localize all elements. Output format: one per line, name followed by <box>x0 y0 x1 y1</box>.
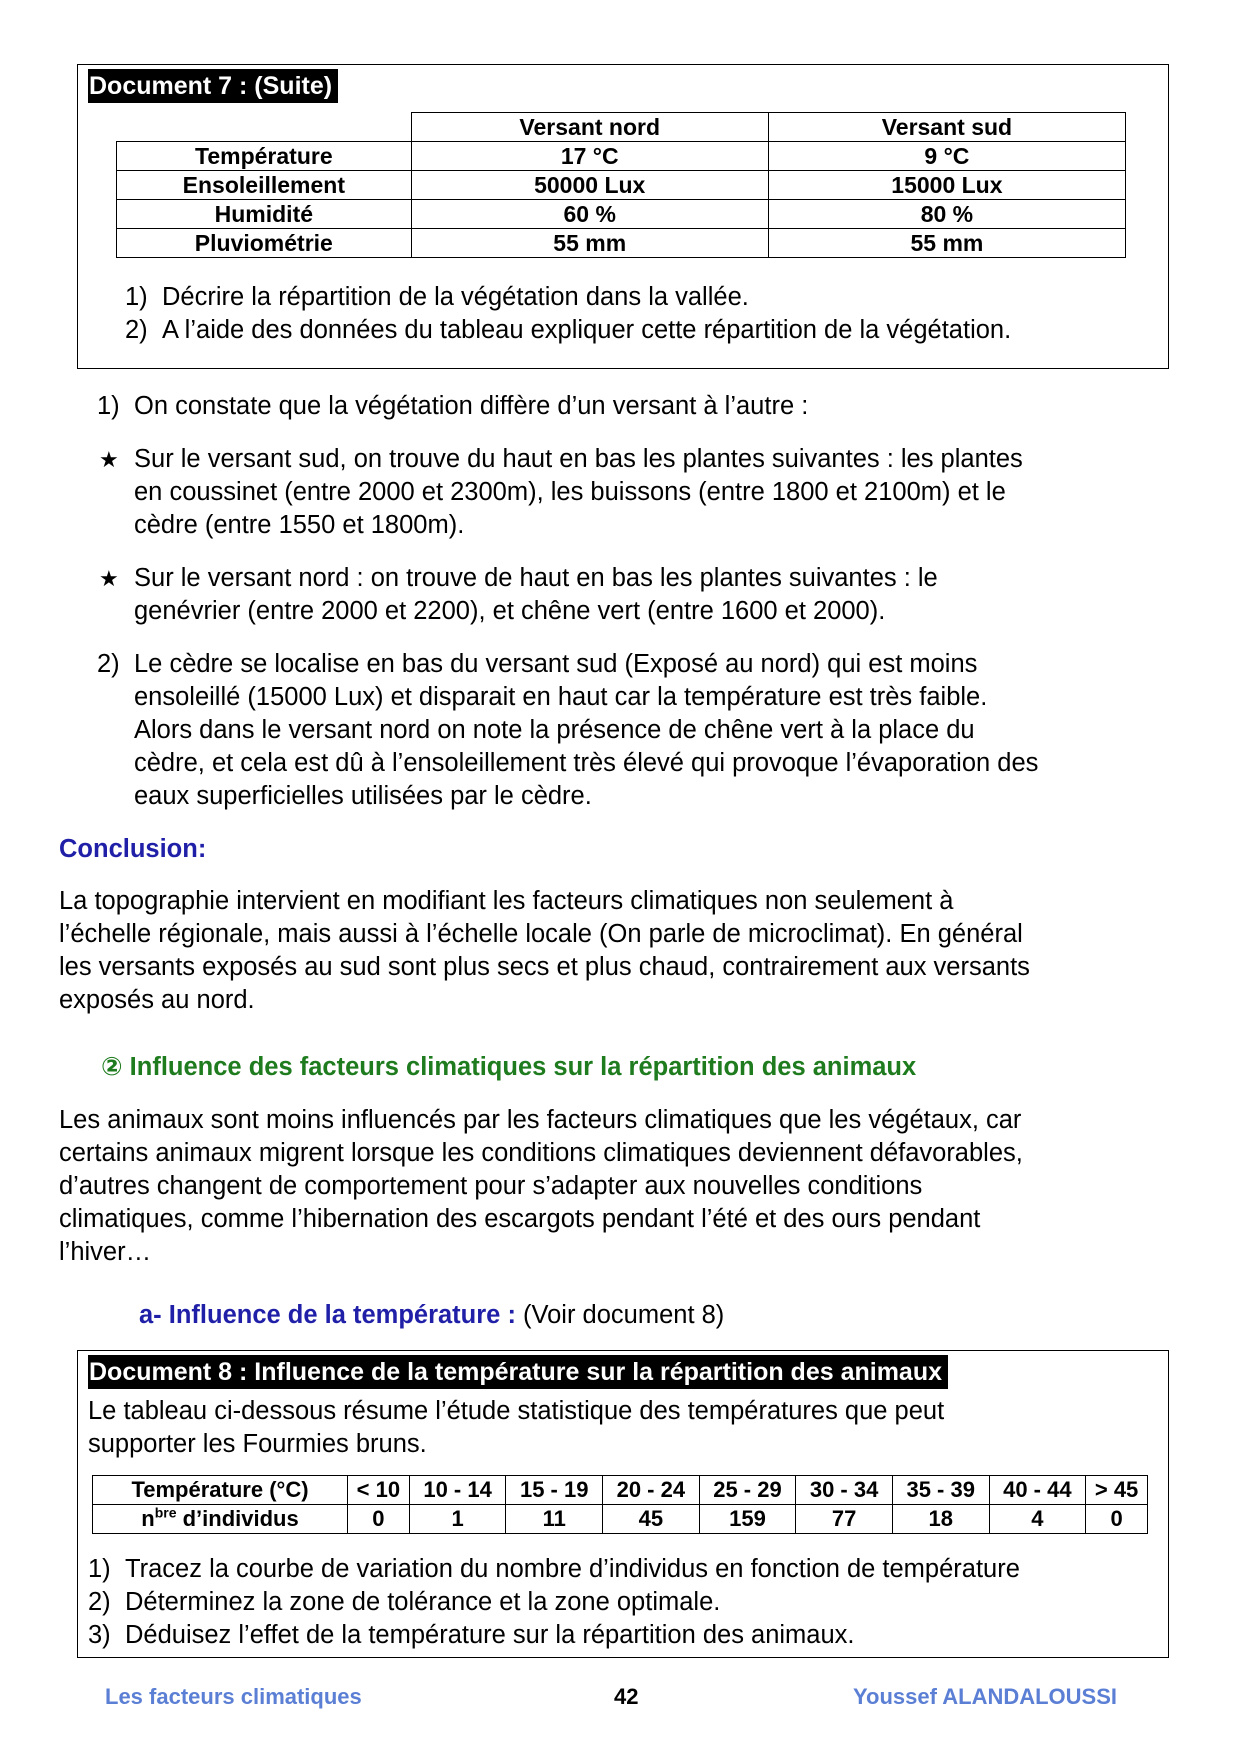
question-number: 2) <box>125 316 148 344</box>
individual-count: 11 <box>506 1505 603 1534</box>
table-row <box>93 1476 1148 1505</box>
row-label: Température <box>117 142 412 171</box>
star-icon: ★ <box>99 447 119 472</box>
table-row <box>117 142 1126 171</box>
answer-line: eaux superficielles utilisées par le cèdre. <box>134 782 592 810</box>
page-number: 42 <box>614 1684 639 1709</box>
row-label: Humidité <box>117 200 412 229</box>
table-row <box>117 200 1126 229</box>
temperature-range: 20 - 24 <box>603 1476 700 1505</box>
table-row <box>117 171 1126 200</box>
individual-count: 0 <box>348 1505 410 1534</box>
conclusion-line: La topographie intervient en modifiant les facteurs climatiques non seulement à <box>59 887 954 915</box>
individual-count: 0 <box>1086 1505 1148 1534</box>
star-icon: ★ <box>99 566 119 591</box>
question-number: 1) <box>125 283 148 311</box>
question-number: 1) <box>88 1555 111 1583</box>
question-text: Tracez la courbe de variation du nombre d’individus en fonction de température <box>125 1555 1020 1583</box>
question-text: Déterminez la zone de tolérance et la zone optimale. <box>125 1588 721 1616</box>
answer-line: cèdre, et cela est dû à l’ensoleillement très élevé qui provoque l’évaporation des <box>134 749 1039 777</box>
answer-text: On constate que la végétation diffère d’un versant à l’autre : <box>134 392 809 420</box>
individual-count: 18 <box>892 1505 989 1534</box>
question-number: 2) <box>88 1588 111 1616</box>
bullet-line: genévrier (entre 2000 et 2200), et chêne vert (entre 1600 et 2000). <box>134 597 886 625</box>
document-7-table <box>116 112 1126 258</box>
conclusion-line: l’échelle régionale, mais aussi à l’échelle locale (On parle de microclimat). En général <box>59 920 1023 948</box>
document-7-title: Document 7 : (Suite) <box>88 69 338 103</box>
table-header-row <box>117 113 1126 142</box>
row-label: Pluviométrie <box>117 229 412 258</box>
document-8-title: Document 8 : Influence de la température sur la répartition des animaux <box>88 1355 948 1389</box>
temperature-range: < 10 <box>348 1476 410 1505</box>
bullet-line: en coussinet (entre 2000 et 2300m), les buissons (entre 1800 et 2100m) et le <box>134 478 1006 506</box>
conclusion-line: exposés au nord. <box>59 986 255 1014</box>
answer-number: 2) <box>97 650 120 678</box>
section-line: Les animaux sont moins influencés par les facteurs climatiques que les végétaux, car <box>59 1106 1022 1134</box>
cell-nord: 50000 Lux <box>411 171 768 200</box>
document-8-table <box>92 1475 1148 1534</box>
individual-count: 1 <box>409 1505 506 1534</box>
section-line: certains animaux migrent lorsque les conditions climatiques deviennent défavorables, <box>59 1139 1023 1167</box>
bullet-line: cèdre (entre 1550 et 1800m). <box>134 511 465 539</box>
question-text: A l’aide des données du tableau expliquer cette répartition de la végétation. <box>162 316 1012 344</box>
subsection-note: (Voir document 8) <box>515 1301 725 1329</box>
section-heading: ② Influence des facteurs climatiques sur la répartition des animaux <box>101 1053 917 1081</box>
question-text: Déduisez l’effet de la température sur la répartition des animaux. <box>125 1621 855 1649</box>
temperature-range: 35 - 39 <box>892 1476 989 1505</box>
section-line: climatiques, comme l’hibernation des escargots pendant l’été et des ours pendant <box>59 1205 981 1233</box>
table-corner <box>117 113 412 142</box>
conclusion-heading: Conclusion: <box>59 835 207 863</box>
conclusion-line: les versants exposés au sud sont plus secs et plus chaud, contrairement aux versants <box>59 953 1030 981</box>
document-8-intro: supporter les Fourmies bruns. <box>88 1430 427 1458</box>
document-8-box <box>77 1350 1169 1658</box>
question-text: Décrire la répartition de la végétation dans la vallée. <box>162 283 749 311</box>
section-line: d’autres changent de comportement pour s’adapter aux nouvelles conditions <box>59 1172 923 1200</box>
table-row <box>117 229 1126 258</box>
row-label: Ensoleillement <box>117 171 412 200</box>
individual-count: 159 <box>699 1505 796 1534</box>
temperature-range: 25 - 29 <box>699 1476 796 1505</box>
cell-sud: 55 mm <box>768 229 1125 258</box>
document-7-box <box>77 64 1169 369</box>
answer-line: ensoleillé (15000 Lux) et disparait en haut car la température est très faible. <box>134 683 988 711</box>
footer-title: Les facteurs climatiques <box>105 1684 362 1709</box>
section-line: l’hiver… <box>59 1238 152 1266</box>
cell-nord: 60 % <box>411 200 768 229</box>
table-row <box>93 1505 1148 1534</box>
answer-number: 1) <box>97 392 120 420</box>
individual-count: 45 <box>603 1505 700 1534</box>
question-number: 3) <box>88 1621 111 1649</box>
row-label: $n^{bre}$ d’individus <box>93 1505 348 1534</box>
temperature-range: > 45 <box>1086 1476 1148 1505</box>
temperature-range: 30 - 34 <box>796 1476 893 1505</box>
cell-sud: 80 % <box>768 200 1125 229</box>
table-header: Versant nord <box>411 113 768 142</box>
individual-count: 4 <box>989 1505 1086 1534</box>
bullet-line: Sur le versant nord : on trouve de haut en bas les plantes suivantes : le <box>134 564 938 592</box>
cell-sud: 9 °C <box>768 142 1125 171</box>
table-header: Versant sud <box>768 113 1125 142</box>
answer-line: Alors dans le versant nord on note la présence de chêne vert à la place du <box>134 716 975 744</box>
subsection-heading <box>139 1299 724 1332</box>
individual-count: 77 <box>796 1505 893 1534</box>
cell-nord: 55 mm <box>411 229 768 258</box>
footer-author: Youssef ALANDALOUSSI <box>853 1684 1118 1709</box>
row-label: Température (°C) <box>93 1476 348 1505</box>
cell-sud: 15000 Lux <box>768 171 1125 200</box>
temperature-range: 15 - 19 <box>506 1476 603 1505</box>
bullet-line: Sur le versant sud, on trouve du haut en bas les plantes suivantes : les plantes <box>134 445 1023 473</box>
cell-nord: 17 °C <box>411 142 768 171</box>
temperature-range: 40 - 44 <box>989 1476 1086 1505</box>
answer-line: Le cèdre se localise en bas du versant sud (Exposé au nord) qui est moins <box>134 650 978 678</box>
subsection-title: a- Influence de la température : <box>139 1301 516 1329</box>
temperature-range: 10 - 14 <box>409 1476 506 1505</box>
document-8-intro: Le tableau ci-dessous résume l’étude statistique des températures que peut <box>88 1397 945 1425</box>
